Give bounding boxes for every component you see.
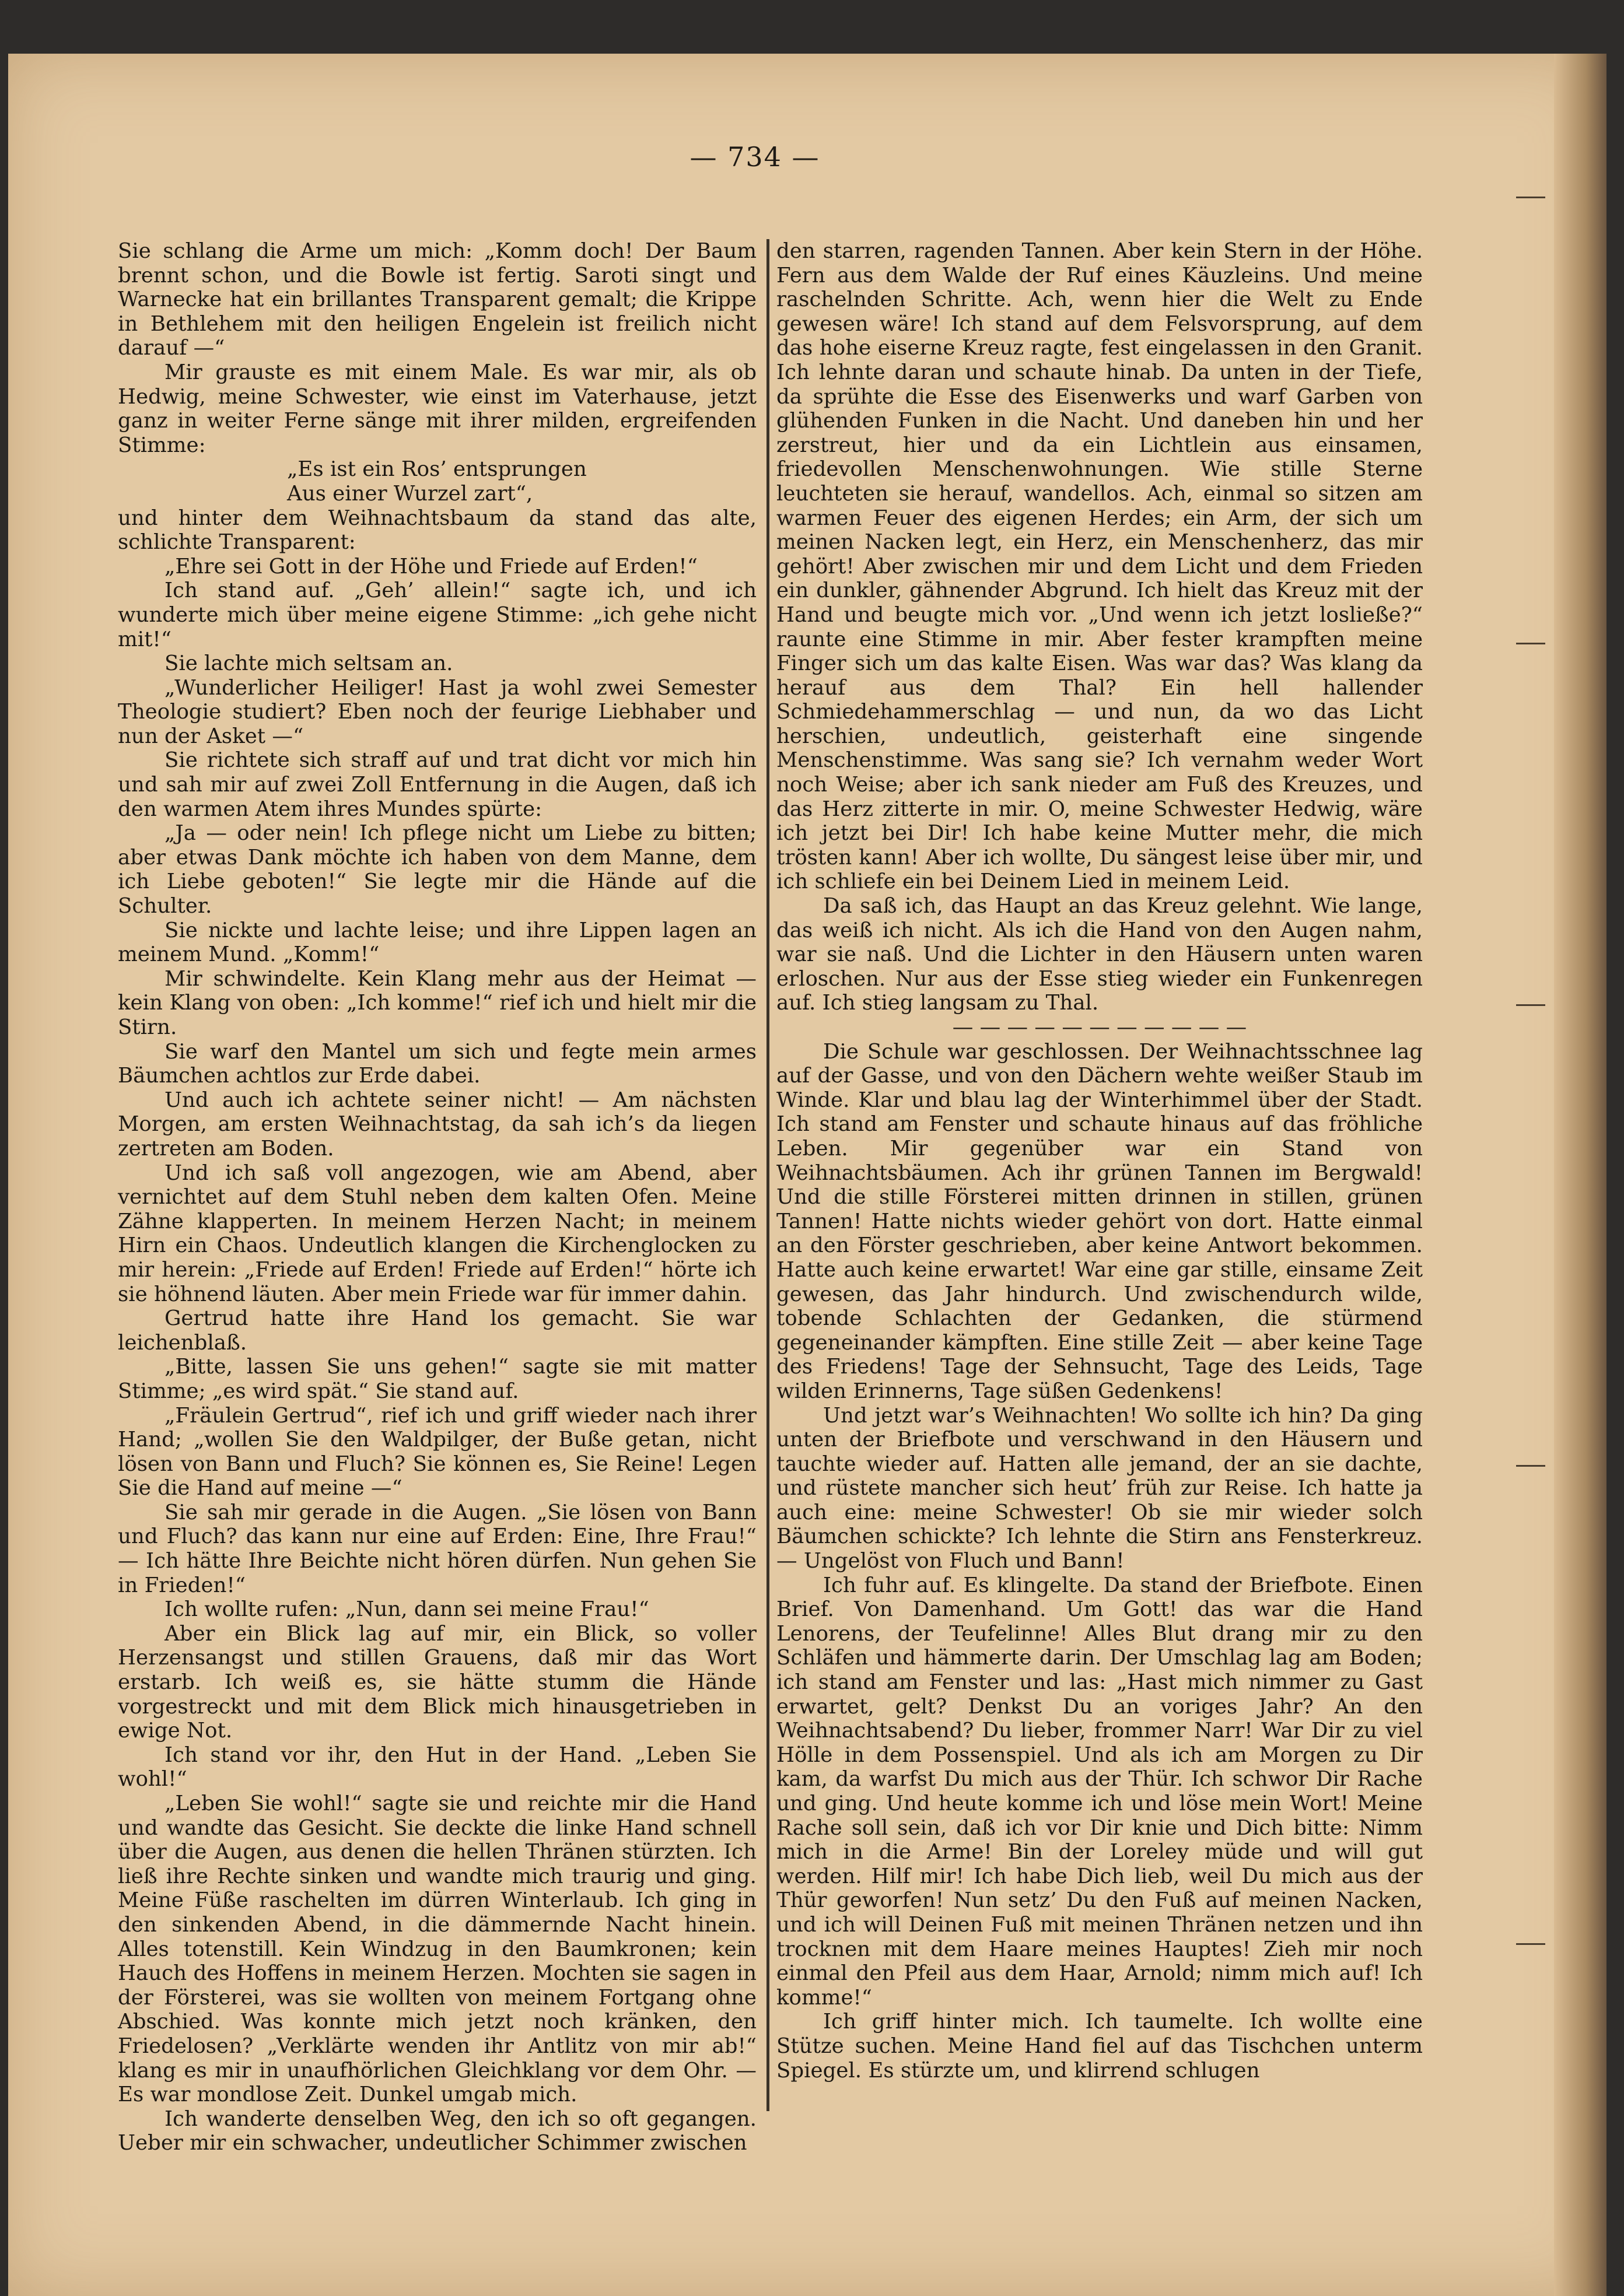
- page-number: — 734 —: [690, 141, 820, 173]
- right-text-column: [776, 239, 1423, 2117]
- paragraph: Ich griff hinter mich. Ich taumelte. Ich wollte eine Stütze suchen. Meine Hand fiel auf das Tischchen unterm Spiegel. Es stürzte um, und klirrend schlugen: [776, 2010, 1423, 2083]
- paragraph: Und jetzt war’s Weihnachten! Wo sollte ich hin? Da ging unten der Briefbote und verschwand in den Häusern und tauchte wieder auf. Hatten alle jemand, der an sie dachte, und rüstete mancher sich heut’ früh zur Reise. Ich hatte ja auch eine: meine Schwester! Ob sie mir wieder solch Bäumchen schickte? Ich lehnte die Stirn ans Fensterkreuz. — Ungelöst von Fluch und Bann!: [776, 1403, 1423, 1573]
- column-divider: [766, 239, 769, 2111]
- margin-mark: [1516, 1943, 1545, 1945]
- paragraph: Sie warf den Mantel um sich und fegte mein armes Bäumchen achtlos zur Erde dabei.: [118, 1039, 757, 1088]
- paragraph: Und auch ich achtete seiner nicht! — Am nächsten Morgen, am ersten Weihnachtstag, da sah ich’s da liegen zertreten am Boden.: [118, 1088, 757, 1161]
- paragraph: Mir grauste es mit einem Male. Es war mir, als ob Hedwig, meine Schwester, wie einst im Vaterhause, jetzt ganz in weiter Ferne sänge mit ihrer milden, ergreifenden Stimme:: [118, 360, 757, 457]
- left-text-column: [118, 239, 757, 2155]
- margin-mark: [1516, 1004, 1545, 1006]
- paragraph: Aber ein Blick lag auf mir, ein Blick, so voller Herzensangst und stillen Grauens, daß mir das Wort erstarb. Ich weiß es, sie hätte stumm die Hände vorgestreckt und mit dem Blick mich hinausgetrieben in ewige Not.: [118, 1621, 757, 1743]
- paragraph: Sie sah mir gerade in die Augen. „Sie lösen von Bann und Fluch? das kann nur eine auf Erden: Eine, Ihre Frau!“ — Ich hätte Ihre Beichte nicht hören dürfen. Nun gehen Sie in Frieden!“: [118, 1500, 757, 1597]
- paragraph: Ich stand vor ihr, den Hut in der Hand. „Leben Sie wohl!“: [118, 1743, 757, 1792]
- paragraph: und hinter dem Weihnachtsbaum da stand das alte, schlichte Transparent:: [118, 506, 757, 555]
- paragraph: Sie schlang die Arme um mich: „Komm doch! Der Baum brennt schon, und die Bowle ist fertig. Saroti singt und Warnecke hat ein brillantes Transparent gemalt; die Krippe in Bethlehem mit den heiligen Engelein ist freilich nicht darauf —“: [118, 239, 757, 360]
- paragraph: „Leben Sie wohl!“ sagte sie und reichte mir die Hand und wandte das Gesicht. Sie deckte die linke Hand schnell über die Augen, aus denen die hellen Thränen stürzten. Ich ließ ihre Rechte sinken und wandte mich traurig und ging. Meine Füße raschelten im dürren Winterlaub. Ich ging in den sinkenden Abend, in die dämmernde Nacht hinein. Alles totenstill. Kein Windzug in den Baumkronen; kein Hauch des Hoffens in meinem Herzen. Mochten sie sagen in der Försterei, was sie wollten von meinem Fortgang ohne Abschied. Was konnte mich jetzt noch kränken, den Friedelosen? „Verklärte wenden ihr Antlitz von mir ab!“ klang es mir in unaufhörlichen Gleichklang vor dem Ohr. — Es war mondlose Zeit. Dunkel umgab mich.: [118, 1792, 757, 2107]
- paragraph: Ich stand auf. „Geh’ allein!“ sagte ich, und ich wunderte mich über meine eigene Stimme: „ich gehe nicht mit!“: [118, 579, 757, 651]
- margin-mark: [1516, 643, 1545, 644]
- paragraph: „Bitte, lassen Sie uns gehen!“ sagte sie mit matter Stimme; „es wird spät.“ Sie stand auf.: [118, 1355, 757, 1403]
- paragraph: Ich wollte rufen: „Nun, dann sei meine Frau!“: [164, 1597, 649, 1622]
- paragraph: — — — — — — — — — — —: [952, 1015, 1247, 1039]
- paragraph: „Es ist ein Ros’ entsprungen: [287, 457, 587, 482]
- paragraph: Ich fuhr auf. Es klingelte. Da stand der Briefbote. Einen Brief. Von Damenhand. Um Gott! das war die Hand Lenorens, der Teufelinne! Alles Blut drang mir zu den Schläfen und hämmerte darin. Der Umschlag lag am Boden; ich stand am Fenster und las: „Hast mich nimmer zu Gast erwartet, gelt? Denkst Du an voriges Jahr? An den Weihnachtsabend? Du lieber, frommer Narr! War Dir zu viel Hölle in dem Possenspiel. Und als ich am Morgen zu Dir kam, da warfst Du mich aus der Thür. Ich schwor Dir Rache und ging. Und heute komme ich und löse mein Wort! Meine Rache soll sein, daß ich vor Dir knie und Dich bitte: Nimm mich in die Arme! Bin der Loreley müde und will gut werden. Hilf mir! Ich habe Dich lieb, weil Du mich aus der Thür geworfen! Nun setz’ Du den Fuß auf meinen Nacken, und ich will Deinen Fuß mit meinen Thränen netzen und ihn trocknen mit dem Haare meines Hauptes! Zieh mir noch einmal den Pfeil aus dem Haar, Arnold; nimm mich auf! Ich komme!“: [776, 1573, 1423, 2010]
- paragraph: Gertrud hatte ihre Hand los gemacht. Sie war leichenblaß.: [118, 1306, 757, 1355]
- paragraph: Mir schwindelte. Kein Klang mehr aus der Heimat — kein Klang von oben: „Ich komme!“ rief ich und hielt mir die Stirn.: [118, 966, 757, 1039]
- margin-mark: [1516, 197, 1545, 198]
- book-page: [8, 54, 1606, 2296]
- paragraph: Aus einer Wurzel zart“,: [287, 481, 533, 506]
- paragraph: Sie lachte mich seltsam an.: [164, 651, 453, 676]
- paragraph: Sie richtete sich straff auf und trat dicht vor mich hin und sah mir auf zwei Zoll Entfernung in die Augen, daß ich den warmen Atem ihres Mundes spürte:: [118, 748, 757, 821]
- paragraph: Sie nickte und lachte leise; und ihre Lippen lagen an meinem Mund. „Komm!“: [118, 918, 757, 967]
- paragraph: „Wunderlicher Heiliger! Hast ja wohl zwei Semester Theologie studiert? Eben noch der feurige Liebhaber und nun der Asket —“: [118, 675, 757, 748]
- paragraph: Die Schule war geschlossen. Der Weihnachtsschnee lag auf der Gasse, und von den Dächern wehte weißer Staub im Winde. Klar und blau lag der Winterhimmel über der Stadt. Ich stand am Fenster und schaute hinaus auf das fröhliche Leben. Mir gegenüber war ein Stand von Weihnachtsbäumen. Ach ihr grünen Tannen im Bergwald! Und die stille Försterei mitten drinnen in stillen, grünen Tannen! Hatte nichts wieder gehört von dort. Hatte einmal an den Förster geschrieben, aber keine Antwort bekommen. Hatte auch keine erwartet! War eine gar stille, einsame Zeit gewesen, das Jahr hindurch. Und zwischendurch wilde, tobende Schlachten der Gedanken, die stürmend gegeneinander kämpften. Eine stille Zeit — aber keine Tage des Friedens! Tage der Sehnsucht, Tage des Leids, Tage wilden Erinnerns, Tage süßen Gedenkens!: [776, 1039, 1423, 1403]
- margin-mark: [1516, 1465, 1545, 1467]
- paragraph: „Fräulein Gertrud“, rief ich und griff wieder nach ihrer Hand; „wollen Sie den Waldpilger, der Buße getan, nicht lösen von Bann und Fluch? Sie können es, Sie Reine! Legen Sie die Hand auf meine —“: [118, 1403, 757, 1501]
- paragraph: Und ich saß voll angezogen, wie am Abend, aber vernichtet auf dem Stuhl neben dem kalten Ofen. Meine Zähne klapperten. In meinem Herzen Nacht; in meinem Hirn ein Chaos. Undeutlich klangen die Kirchenglocken zu mir herein: „Friede auf Erden! Friede auf Erden!“ hörte ich sie höhnend läuten. Aber mein Friede war für immer dahin.: [118, 1161, 757, 1306]
- book-spine: [1554, 54, 1606, 2296]
- paragraph: „Ehre sei Gott in der Höhe und Friede auf Erden!“: [164, 554, 698, 579]
- paragraph: den starren, ragenden Tannen. Aber kein Stern in der Höhe. Fern aus dem Walde der Ruf eines Käuzleins. Und meine raschelnden Schritte. Ach, wenn hier die Welt zu Ende gewesen wäre! Ich stand auf dem Felsvorsprung, auf dem das hohe eiserne Kreuz ragte, fest eingelassen in den Granit. Ich lehnte daran und schaute hinab. Da unten in der Tiefe, da sprühte die Esse des Eisenwerks und warf Garben von glühenden Funken in die Nacht. Und daneben hin und her zerstreut, hier und da ein Lichtlein aus einsamen, friedevollen Menschenwohnungen. Wie stille Sterne leuchteten sie herauf, wandellos. Ach, einmal so sitzen am warmen Feuer des eigenen Herdes; ein Arm, der sich um meinen Nacken legt, ein Herz, ein Menschenherz, das mir gehört! Aber zwischen mir und dem Licht und dem Frieden ein dunkler, gähnender Abgrund. Ich hielt das Kreuz mit der Hand und beugte mich vor. „Und wenn ich jetzt losließe?“ raunte eine Stimme in mir. Aber fester krampften meine Finger sich um das kalte Eisen. Was war das? Was klang da herauf aus dem Thal? Ein hell hallender Schmiedehammerschlag — und nun, da wo das Licht herschien, undeutlich, geisterhaft eine singende Menschenstimme. Was sang sie? Ich vernahm weder Wort noch Weise; aber ich sank nieder am Fuß des Kreuzes, und das Herz zitterte in mir. O, meine Schwester Hedwig, wäre ich jetzt bei Dir! Ich habe keine Mutter mehr, die mich trösten kann! Aber ich wollte, Du sängest leise über mir, und ich schliefe ein bei Deinem Lied in meinem Leid.: [776, 239, 1423, 894]
- paragraph: Ich wanderte denselben Weg, den ich so oft gegangen. Ueber mir ein schwacher, undeutlicher Schimmer zwischen: [118, 2106, 757, 2155]
- paragraph: Da saß ich, das Haupt an das Kreuz gelehnt. Wie lange, das weiß ich nicht. Als ich die Hand von den Augen nahm, war sie naß. Und die Lichter in den Häusern unten waren erloschen. Nur aus der Esse stieg wieder ein Funkenregen auf. Ich stieg langsam zu Thal.: [776, 894, 1423, 1015]
- paragraph: „Ja — oder nein! Ich pflege nicht um Liebe zu bitten; aber etwas Dank möchte ich haben von dem Manne, dem ich Liebe geboten!“ Sie legte mir die Hände auf die Schulter.: [118, 821, 757, 919]
